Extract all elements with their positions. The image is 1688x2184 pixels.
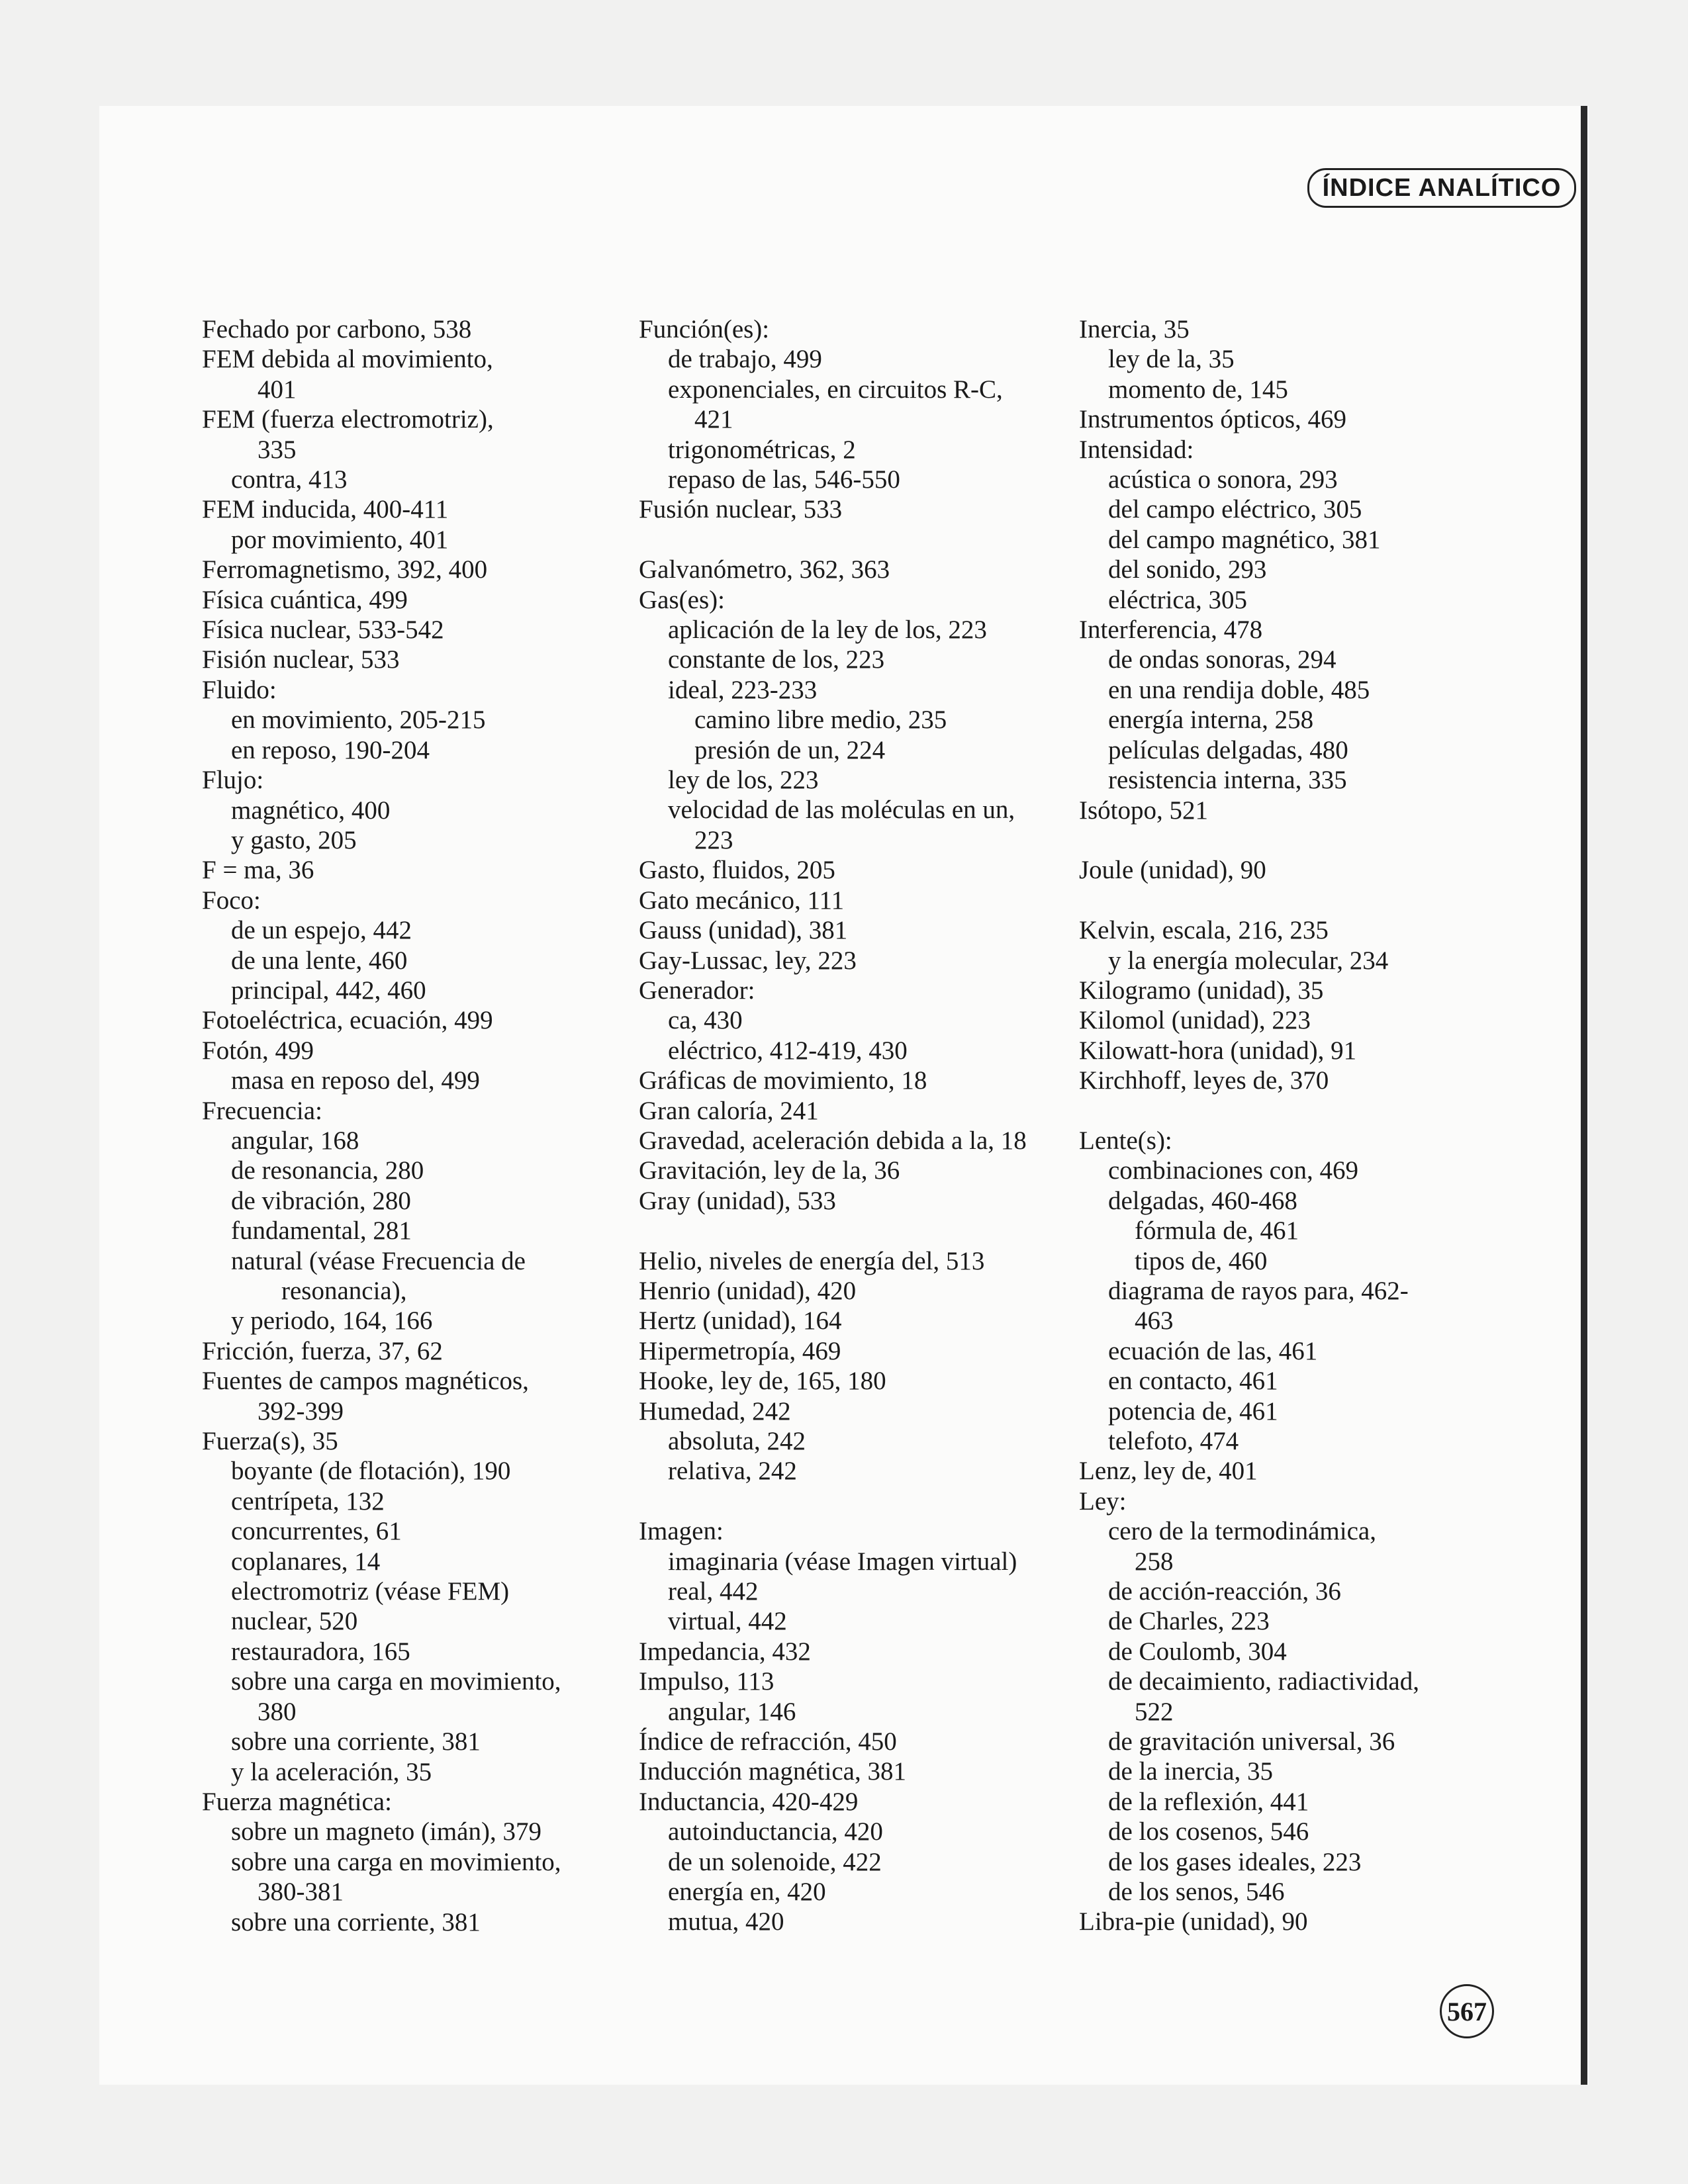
- index-entry: Flujo:: [202, 766, 264, 795]
- index-entry: Física nuclear, 533-542: [202, 615, 444, 645]
- index-subentry: resistencia interna, 335: [1108, 766, 1347, 795]
- index-subentry: 401: [258, 375, 297, 404]
- index-entry: Fuerza(s), 35: [202, 1427, 338, 1456]
- index-subentry: en reposo, 190-204: [231, 735, 430, 764]
- index-subentry: autoinductancia, 420: [668, 1817, 883, 1846]
- index-subentry: ley de los, 223: [668, 766, 819, 795]
- index-subentry: ecuación de las, 461: [1108, 1336, 1318, 1365]
- index-entry: Fuentes de campos magnéticos,: [202, 1367, 529, 1396]
- page-spine-shadow: [1581, 106, 1587, 2085]
- index-entry: Gay-Lussac, ley, 223: [639, 946, 857, 975]
- index-subentry: de ondas sonoras, 294: [1108, 645, 1336, 674]
- index-entry: Imagen:: [639, 1517, 724, 1546]
- index-entry: Kirchhoff, leyes de, 370: [1079, 1066, 1329, 1095]
- index-subentry: del campo eléctrico, 305: [1108, 495, 1362, 524]
- index-entry: Gráficas de movimiento, 18: [639, 1066, 927, 1095]
- index-entry: Isótopo, 521: [1079, 796, 1208, 825]
- index-subentry: restauradora, 165: [231, 1637, 410, 1666]
- index-subentry: trigonométricas, 2: [668, 435, 856, 464]
- index-entry: Física cuántica, 499: [202, 585, 408, 614]
- index-subentry: y la energía molecular, 234: [1108, 946, 1389, 975]
- index-entry: Fluido:: [202, 675, 277, 704]
- index-entry: Kilomol (unidad), 223: [1079, 1006, 1311, 1035]
- index-subentry: y la aceleración, 35: [231, 1757, 432, 1786]
- index-subentry: de una lente, 460: [231, 946, 408, 975]
- index-entry: Fotoeléctrica, ecuación, 499: [202, 1006, 493, 1035]
- index-subentry: de los cosenos, 546: [1108, 1817, 1309, 1846]
- index-gap: [1079, 886, 1516, 915]
- index-subentry: tipos de, 460: [1135, 1246, 1268, 1275]
- index-entry: Intensidad:: [1079, 435, 1194, 464]
- index-subentry: 522: [1135, 1697, 1174, 1726]
- index-entry: Fotón, 499: [202, 1036, 314, 1065]
- index-gap: [639, 1216, 1062, 1246]
- index-subentry: diagrama de rayos para, 462-: [1108, 1276, 1409, 1305]
- index-subentry: delgadas, 460-468: [1108, 1186, 1297, 1215]
- index-subentry: principal, 442, 460: [231, 976, 426, 1005]
- index-subentry: del campo magnético, 381: [1108, 525, 1381, 554]
- index-subentry: sobre una carga en movimiento,: [231, 1847, 561, 1876]
- index-gap: [1079, 1096, 1516, 1126]
- index-entry: Impulso, 113: [639, 1667, 774, 1696]
- index-subentry: de gravitación universal, 36: [1108, 1727, 1395, 1756]
- index-entry: Humedad, 242: [639, 1396, 791, 1426]
- index-entry: Inercia, 35: [1079, 315, 1190, 343]
- index-subentry: electromotriz (véase FEM): [231, 1577, 510, 1606]
- index-entry: Gas(es):: [639, 585, 725, 614]
- index-subentry: virtual, 442: [668, 1607, 787, 1636]
- index-column-2: [639, 314, 1062, 1937]
- index-subentry: de un solenoide, 422: [668, 1847, 882, 1876]
- index-subentry: de los senos, 546: [1108, 1878, 1285, 1907]
- index-subentry: de Charles, 223: [1108, 1607, 1270, 1636]
- index-subentry: momento de, 145: [1108, 375, 1288, 404]
- index-subentry: 463: [1135, 1306, 1174, 1336]
- index-subentry: de la reflexión, 441: [1108, 1787, 1309, 1816]
- index-subentry: masa en reposo del, 499: [231, 1066, 480, 1095]
- index-subentry: constante de los, 223: [668, 645, 885, 674]
- index-subentry: 258: [1135, 1547, 1174, 1576]
- index-subentry: de resonancia, 280: [231, 1156, 424, 1185]
- index-subentry: repaso de las, 546-550: [668, 465, 900, 494]
- index-entry: Lente(s):: [1079, 1126, 1172, 1155]
- index-subentry: energía interna, 258: [1108, 705, 1314, 735]
- index-subentry: sobre un magneto (imán), 379: [231, 1817, 541, 1846]
- index-entry: Kilogramo (unidad), 35: [1079, 976, 1324, 1005]
- index-entry: Hooke, ley de, 165, 180: [639, 1367, 886, 1396]
- index-subentry: eléctrica, 305: [1108, 585, 1248, 614]
- page-number-label: 567: [1447, 1996, 1487, 2026]
- index-subentry: energía en, 420: [668, 1878, 826, 1907]
- index-subentry: de trabajo, 499: [668, 345, 822, 374]
- section-header: [1307, 168, 1576, 208]
- index-entry: Frecuencia:: [202, 1096, 322, 1125]
- index-subentry: camino libre medio, 235: [694, 705, 947, 735]
- index-subentry: en contacto, 461: [1108, 1367, 1278, 1396]
- index-subentry: acústica o sonora, 293: [1108, 465, 1338, 494]
- index-subentry: en movimiento, 205-215: [231, 705, 486, 735]
- index-subentry: de los gases ideales, 223: [1108, 1847, 1362, 1876]
- index-subentry: absoluta, 242: [668, 1427, 806, 1455]
- index-entry: Hipermetropía, 469: [639, 1336, 841, 1365]
- index-entry: F = ma, 36: [202, 856, 314, 885]
- index-subentry: aplicación de la ley de los, 223: [668, 615, 987, 645]
- index-entry: Gasto, fluidos, 205: [639, 856, 835, 885]
- index-gap: [639, 525, 1062, 555]
- index-entry: Fricción, fuerza, 37, 62: [202, 1336, 443, 1365]
- index-subentry: eléctrico, 412-419, 430: [668, 1036, 908, 1065]
- index-entry: Fisión nuclear, 533: [202, 645, 400, 674]
- index-entry: Fechado por carbono, 538: [202, 315, 472, 343]
- index-entry: Inductancia, 420-429: [639, 1787, 859, 1816]
- index-entry: Generador:: [639, 976, 755, 1005]
- index-entry: Libra-pie (unidad), 90: [1079, 1907, 1308, 1936]
- index-entry: Foco:: [202, 886, 261, 915]
- index-entry: Gran caloría, 241: [639, 1096, 819, 1125]
- index-subentry: fórmula de, 461: [1135, 1216, 1299, 1246]
- index-subentry: 223: [694, 825, 733, 854]
- index-subentry: del sonido, 293: [1108, 555, 1267, 584]
- index-entry: Interferencia, 478: [1079, 615, 1263, 645]
- index-entry: Índice de refracción, 450: [639, 1727, 897, 1756]
- index-entry: Gato mecánico, 111: [639, 886, 845, 915]
- index-entry: Gravitación, ley de la, 36: [639, 1156, 900, 1185]
- index-entry: Kelvin, escala, 216, 235: [1079, 916, 1329, 945]
- index-subentry: centrípeta, 132: [231, 1486, 385, 1516]
- index-entry: Inducción magnética, 381: [639, 1757, 906, 1786]
- index-entry: Fusión nuclear, 533: [639, 495, 843, 524]
- index-entry: Función(es):: [639, 315, 770, 343]
- index-subentry: sobre una corriente, 381: [231, 1907, 481, 1936]
- index-subentry: angular, 146: [668, 1697, 796, 1726]
- index-subentry: mutua, 420: [668, 1907, 784, 1936]
- index-subentry: de la inercia, 35: [1108, 1757, 1274, 1786]
- index-entry: Kilowatt-hora (unidad), 91: [1079, 1036, 1357, 1065]
- index-entry: Joule (unidad), 90: [1079, 856, 1266, 885]
- index-subentry: de vibración, 280: [231, 1186, 411, 1215]
- index-subentry: en una rendija doble, 485: [1108, 675, 1370, 704]
- index-subentry: de Coulomb, 304: [1108, 1637, 1287, 1666]
- index-subentry: resonancia),: [281, 1277, 407, 1305]
- index-subentry: exponenciales, en circuitos R-C,: [668, 375, 1003, 404]
- index-subentry: presión de un, 224: [694, 735, 886, 764]
- index-subentry: sobre una carga en movimiento,: [231, 1667, 561, 1696]
- section-header-label: ÍNDICE ANALÍTICO: [1322, 173, 1562, 202]
- index-subentry: boyante (de flotación), 190: [231, 1457, 511, 1486]
- index-column-1: [202, 314, 612, 1937]
- index-entry: Helio, niveles de energía del, 513: [639, 1246, 985, 1275]
- index-subentry: películas delgadas, 480: [1108, 735, 1348, 764]
- page-number: [1440, 1984, 1494, 2038]
- index-subentry: velocidad de las moléculas en un,: [668, 796, 1015, 825]
- index-subentry: imaginaria (véase Imagen virtual): [668, 1547, 1017, 1576]
- index-entry: Ferromagnetismo, 392, 400: [202, 555, 488, 584]
- index-entry: Lenz, ley de, 401: [1079, 1457, 1258, 1486]
- index-subentry: telefoto, 474: [1108, 1426, 1239, 1455]
- index-subentry: natural (véase Frecuencia de: [231, 1246, 526, 1275]
- index-entry: Hertz (unidad), 164: [639, 1306, 842, 1336]
- index-entry: Gauss (unidad), 381: [639, 916, 848, 945]
- index-subentry: ideal, 223-233: [668, 675, 818, 704]
- index-subentry: 380-381: [258, 1878, 344, 1907]
- index-subentry: coplanares, 14: [231, 1547, 381, 1576]
- index-entry: Gravedad, aceleración debida a la, 18: [639, 1126, 1027, 1155]
- index-entry: Instrumentos ópticos, 469: [1079, 405, 1347, 434]
- index-gap: [1079, 825, 1516, 855]
- index-entry: Fuerza magnética:: [202, 1787, 392, 1816]
- index-subentry: por movimiento, 401: [231, 525, 449, 554]
- index-entry: Ley:: [1079, 1486, 1127, 1516]
- index-subentry: concurrentes, 61: [231, 1517, 402, 1546]
- index-subentry: 392-399: [258, 1396, 344, 1426]
- index-gap: [639, 1486, 1062, 1516]
- index-subentry: ca, 430: [668, 1006, 743, 1035]
- index-subentry: combinaciones con, 469: [1108, 1156, 1358, 1185]
- index-subentry: y gasto, 205: [231, 825, 357, 854]
- index-subentry: de acción-reacción, 36: [1108, 1577, 1341, 1606]
- index-subentry: 380: [258, 1697, 297, 1726]
- index-subentry: 421: [694, 405, 733, 434]
- index-subentry: de un espejo, 442: [231, 916, 412, 945]
- index-entry: FEM debida al movimiento,: [202, 345, 493, 374]
- index-subentry: real, 442: [668, 1577, 759, 1606]
- index-subentry: de decaimiento, radiactividad,: [1108, 1667, 1419, 1696]
- index-subentry: fundamental, 281: [231, 1216, 412, 1246]
- index-subentry: ley de la, 35: [1108, 345, 1235, 374]
- index-subentry: magnético, 400: [231, 796, 391, 825]
- index-subentry: cero de la termodinámica,: [1108, 1517, 1376, 1546]
- index-column-3: [1079, 314, 1516, 1937]
- index-subentry: relativa, 242: [668, 1457, 797, 1486]
- index-entry: Henrio (unidad), 420: [639, 1276, 857, 1305]
- index-subentry: 335: [258, 435, 297, 464]
- index-subentry: y periodo, 164, 166: [231, 1306, 433, 1336]
- index-subentry: nuclear, 520: [231, 1607, 358, 1636]
- index-subentry: sobre una corriente, 381: [231, 1727, 481, 1756]
- index-subentry: contra, 413: [231, 465, 348, 494]
- index-entry: FEM inducida, 400-411: [202, 495, 449, 524]
- index-subentry: angular, 168: [231, 1126, 359, 1155]
- index-entry: FEM (fuerza electromotriz),: [202, 405, 494, 434]
- index-entry: Galvanómetro, 362, 363: [639, 555, 890, 584]
- index-entry: Impedancia, 432: [639, 1637, 811, 1666]
- index-entry: Gray (unidad), 533: [639, 1186, 836, 1215]
- index-subentry: potencia de, 461: [1108, 1396, 1278, 1426]
